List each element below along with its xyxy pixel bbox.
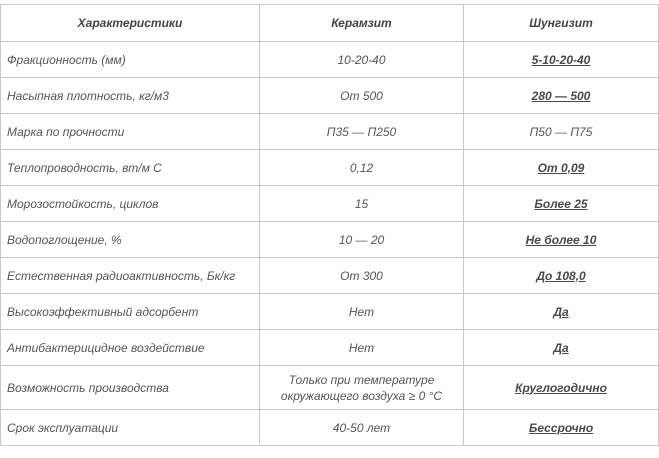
keramzit-value: Нет — [260, 330, 464, 366]
row-label: Марка по прочности — [1, 114, 260, 150]
row-label: Насыпная плотность, кг/м3 — [1, 78, 260, 114]
row-label: Антибактерицидное воздействие — [1, 330, 260, 366]
shungizit-value: Да — [464, 330, 659, 366]
table-row — [1, 222, 659, 258]
keramzit-value: 15 — [260, 186, 464, 222]
table-row — [1, 78, 659, 114]
table-row — [1, 330, 659, 366]
table-row — [1, 150, 659, 186]
table-header-row — [1, 5, 659, 42]
keramzit-value: 0,12 — [260, 150, 464, 186]
table-row — [1, 294, 659, 330]
keramzit-value-line-2: окружающего воздуха ≥ 0 °C — [280, 388, 443, 403]
shungizit-value: Более 25 — [464, 186, 659, 222]
keramzit-value: Нет — [260, 294, 464, 330]
shungizit-value: 5-10-20-40 — [464, 42, 659, 78]
keramzit-value-line-1: Только при температуре — [288, 372, 435, 387]
table-row — [1, 186, 659, 222]
keramzit-value: 40-50 лет — [260, 410, 464, 446]
row-label: Высокоэффективный адсорбент — [1, 294, 260, 330]
header-keramzit: Керамзит — [260, 5, 464, 42]
row-label: Фракционность (мм) — [1, 42, 260, 78]
shungizit-value: Да — [464, 294, 659, 330]
table-row — [1, 114, 659, 150]
shungizit-value: Не более 10 — [464, 222, 659, 258]
keramzit-value: 10-20-40 — [260, 42, 464, 78]
shungizit-value: От 0,09 — [464, 150, 659, 186]
shungizit-value: До 108,0 — [464, 258, 659, 294]
row-label: Естественная радиоактивность, Бк/кг — [1, 258, 260, 294]
table-row — [1, 410, 659, 446]
row-label: Водопоглощение, % — [1, 222, 260, 258]
keramzit-value: 10 — 20 — [260, 222, 464, 258]
keramzit-value: П35 — П250 — [260, 114, 464, 150]
row-label: Морозостойкость, циклов — [1, 186, 260, 222]
row-label: Возможность производства — [1, 366, 260, 410]
keramzit-value — [260, 366, 464, 410]
row-label: Теплопроводность, вт/м С — [1, 150, 260, 186]
keramzit-value: От 500 — [260, 78, 464, 114]
header-characteristics: Характеристики — [1, 5, 260, 42]
header-shungizit: Шунгизит — [464, 5, 659, 42]
table-row — [1, 42, 659, 78]
keramzit-value: От 300 — [260, 258, 464, 294]
comparison-table — [0, 4, 659, 446]
shungizit-value: Круглогодично — [464, 366, 659, 410]
table-row — [1, 258, 659, 294]
table-row — [1, 366, 659, 410]
shungizit-value: П50 — П75 — [464, 114, 659, 150]
row-label: Срок эксплуатации — [1, 410, 260, 446]
shungizit-value: 280 — 500 — [464, 78, 659, 114]
shungizit-value: Бессрочно — [464, 410, 659, 446]
